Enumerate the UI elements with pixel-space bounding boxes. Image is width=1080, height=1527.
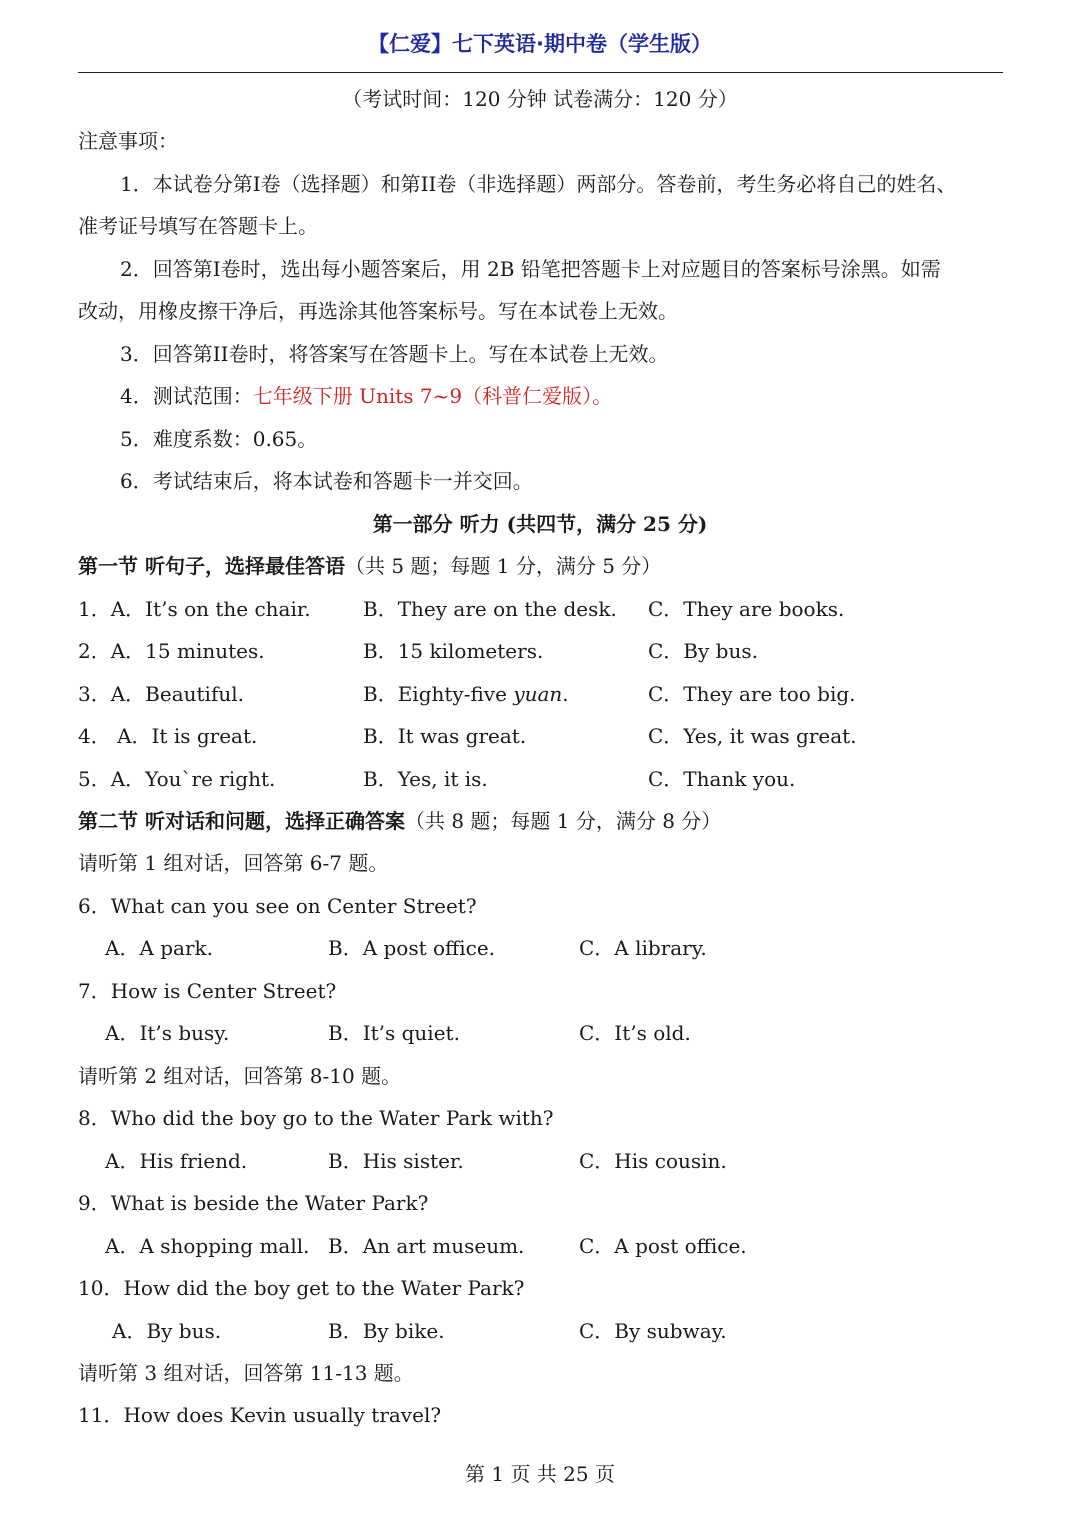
- q5-option-b: B．Yes, it is.: [363, 767, 488, 791]
- q7-option-c: C．It’s old.: [579, 1021, 691, 1045]
- page-footer: 第 1 页 共 25 页: [465, 1462, 615, 1486]
- section-2-title-rest: （共 8 题；每题 1 分，满分 8 分）: [404, 809, 722, 833]
- header-divider: [78, 72, 1003, 73]
- q2-option-b: B．15 kilometers.: [363, 639, 544, 663]
- q6-option-b: B．A post office.: [328, 936, 496, 960]
- q9-stem: 9．What is beside the Water Park?: [78, 1191, 429, 1215]
- q10-option-a: A．By bus.: [112, 1319, 222, 1343]
- q6-stem: 6．What can you see on Center Street?: [78, 894, 477, 918]
- q1-option-a: 1．A．It’s on the chair.: [78, 597, 311, 621]
- q5-option-c: C．Thank you.: [648, 767, 796, 791]
- q3-option-a: 3．A．Beautiful.: [78, 682, 244, 706]
- note-3: 3．回答第II卷时，将答案写在答题卡上。写在本试卷上无效。: [120, 342, 669, 366]
- q3-option-b: [363, 679, 569, 709]
- note-4: [120, 381, 612, 411]
- part-1-title: 第一部分 听力 (共四节，满分 25 分): [372, 512, 708, 536]
- q5-option-a: 5．A．You`re right.: [78, 767, 276, 791]
- q9-option-b: B．An art museum.: [328, 1234, 525, 1258]
- q1-option-b: B．They are on the desk.: [363, 597, 617, 621]
- group-1-instruction: 请听第 1 组对话，回答第 6-7 题。: [78, 851, 389, 875]
- q11-stem: 11．How does Kevin usually travel?: [78, 1403, 442, 1427]
- group-3-instruction: 请听第 3 组对话，回答第 11-13 题。: [78, 1361, 414, 1385]
- note-1-line-1: 1．本试卷分第I卷（选择题）和第II卷（非选择题）两部分。答卷前，考生务必将自己的姓名、: [120, 172, 957, 196]
- q2-option-c: C．By bus.: [648, 639, 758, 663]
- q3-option-b-suffix: .: [562, 682, 569, 706]
- q10-stem: 10．How did the boy get to the Water Park?: [78, 1276, 525, 1300]
- exam-info: （考试时间：120 分钟 试卷满分：120 分）: [342, 87, 738, 111]
- section-2-title: [78, 806, 721, 836]
- page-header-title: 【仁爱】七下英语·期中卷（学生版）: [368, 32, 712, 56]
- q8-option-c: C．His cousin.: [579, 1149, 727, 1173]
- q2-option-a: 2．A．15 minutes.: [78, 639, 265, 663]
- notes-heading: 注意事项：: [78, 129, 178, 153]
- q4-option-c: C．Yes, it was great.: [648, 724, 857, 748]
- q1-option-c: C．They are books.: [648, 597, 845, 621]
- note-1-line-2: 准考证号填写在答题卡上。: [78, 214, 318, 238]
- q3-option-c: C．They are too big.: [648, 682, 856, 706]
- q10-option-b: B．By bike.: [328, 1319, 445, 1343]
- q6-option-a: A．A park.: [105, 936, 214, 960]
- note-2-line-1: 2．回答第I卷时，选出每小题答案后，用 2B 铅笔把答题卡上对应题目的答案标号涂黑。如需: [120, 257, 941, 281]
- section-1-title: [78, 551, 661, 581]
- q4-option-a: 4． A．It is great.: [78, 724, 258, 748]
- note-5: 5．难度系数：0.65。: [120, 427, 318, 451]
- q6-option-c: C．A library.: [579, 936, 707, 960]
- q10-option-c: C．By subway.: [579, 1319, 727, 1343]
- note-2-line-2: 改动，用橡皮擦干净后，再选涂其他答案标号。写在本试卷上无效。: [78, 299, 678, 323]
- note-6: 6．考试结束后，将本试卷和答题卡一并交回。: [120, 469, 533, 493]
- note-4-scope: 七年级下册 Units 7~9（科普仁爱版）。: [252, 384, 613, 408]
- section-1-title-bold: 第一节 听句子，选择最佳答语: [78, 554, 345, 578]
- q3-option-b-prefix: B．Eighty-five: [363, 682, 514, 706]
- note-4-prefix: 4．测试范围：: [120, 384, 253, 408]
- q4-option-b: B．It was great.: [363, 724, 527, 748]
- section-1-title-rest: （共 5 题；每题 1 分，满分 5 分）: [344, 554, 662, 578]
- group-2-instruction: 请听第 2 组对话，回答第 8-10 题。: [78, 1064, 402, 1088]
- q9-option-a: A．A shopping mall.: [105, 1234, 310, 1258]
- section-2-title-bold: 第二节 听对话和问题，选择正确答案: [78, 809, 405, 833]
- q7-stem: 7．How is Center Street?: [78, 979, 337, 1003]
- q8-option-b: B．His sister.: [328, 1149, 464, 1173]
- q8-option-a: A．His friend.: [105, 1149, 248, 1173]
- q8-stem: 8．Who did the boy go to the Water Park with?: [78, 1106, 554, 1130]
- q9-option-c: C．A post office.: [579, 1234, 747, 1258]
- q3-option-b-italic: yuan: [513, 682, 563, 706]
- q7-option-a: A．It’s busy.: [105, 1021, 230, 1045]
- q7-option-b: B．It’s quiet.: [328, 1021, 460, 1045]
